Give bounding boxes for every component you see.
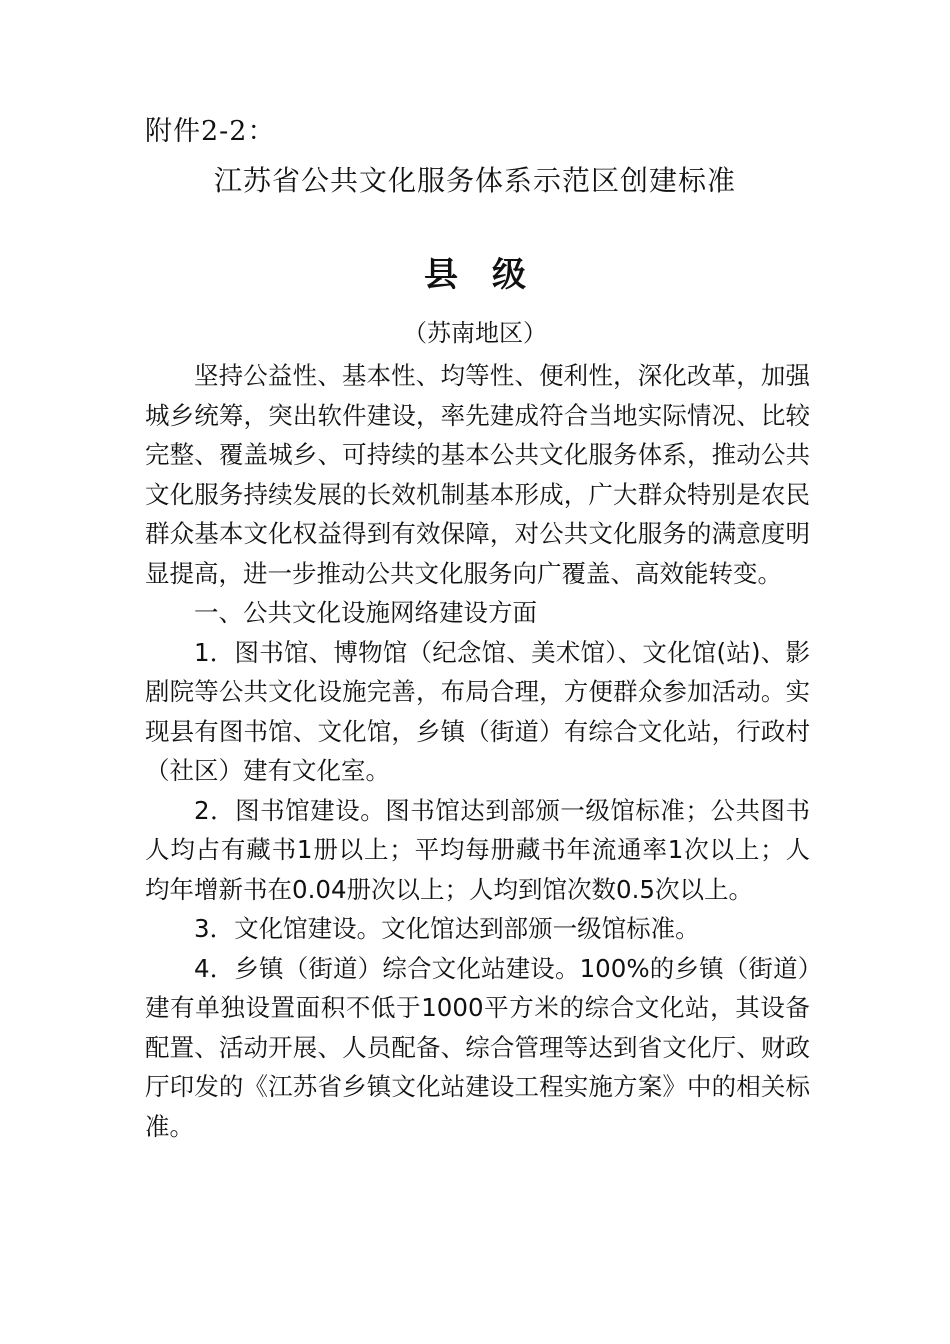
paragraph-item-4: 4．乡镇（街道）综合文化站建设。100%的乡镇（街道）建有单独设置面积不低于1000平方米的综合文化站，其设备配置、活动开展、人员配备、综合管理等达到省文化厅、财政厅印发的《江苏省乡镇文化站建设工程实施方案》中的相关标准。 <box>145 953 810 1141</box>
document-body <box>145 356 810 1146</box>
document-title: 江苏省公共文化服务体系示范区创建标准 <box>213 164 736 197</box>
paragraph-item-3: 3．文化馆建设。文化馆达到部颁一级馆标准。 <box>194 914 700 943</box>
level-heading: 县级 <box>424 255 560 295</box>
paragraph-item-2: 2．图书馆建设。图书馆达到部颁一级馆标准；公共图书人均占有藏书1册以上；平均每册藏书年流通率1次以上；人均年增新书在0.04册次以上；人均到馆次数0.5次以上。 <box>145 795 810 904</box>
region-subheading: （苏南地区） <box>403 319 547 347</box>
section-heading: 一、公共文化设施网络建设方面 <box>194 598 537 627</box>
intro-paragraph: 坚持公益性、基本性、均等性、便利性，深化改革，加强城乡统筹，突出软件建设，率先建成符合当地实际情况、比较完整、覆盖城乡、可持续的基本公共文化服务体系，推动公共文化服务持续发展的长效机制基本形成，广大群众特别是农民群众基本文化权益得到有效保障，对公共文化服务的满意度明显提高，进一步推动公共文化服务向广覆盖、高效能转变。 <box>145 361 810 588</box>
paragraph-item-1: 1．图书馆、博物馆（纪念馆、美术馆）、文化馆(站)、影剧院等公共文化设施完善，布局合理，方便群众参加活动。实现县有图书馆、文化馆，乡镇（街道）有综合文化站，行政村（社区）建有文化室。 <box>145 637 810 785</box>
attachment-label: 附件2-2： <box>145 116 276 147</box>
